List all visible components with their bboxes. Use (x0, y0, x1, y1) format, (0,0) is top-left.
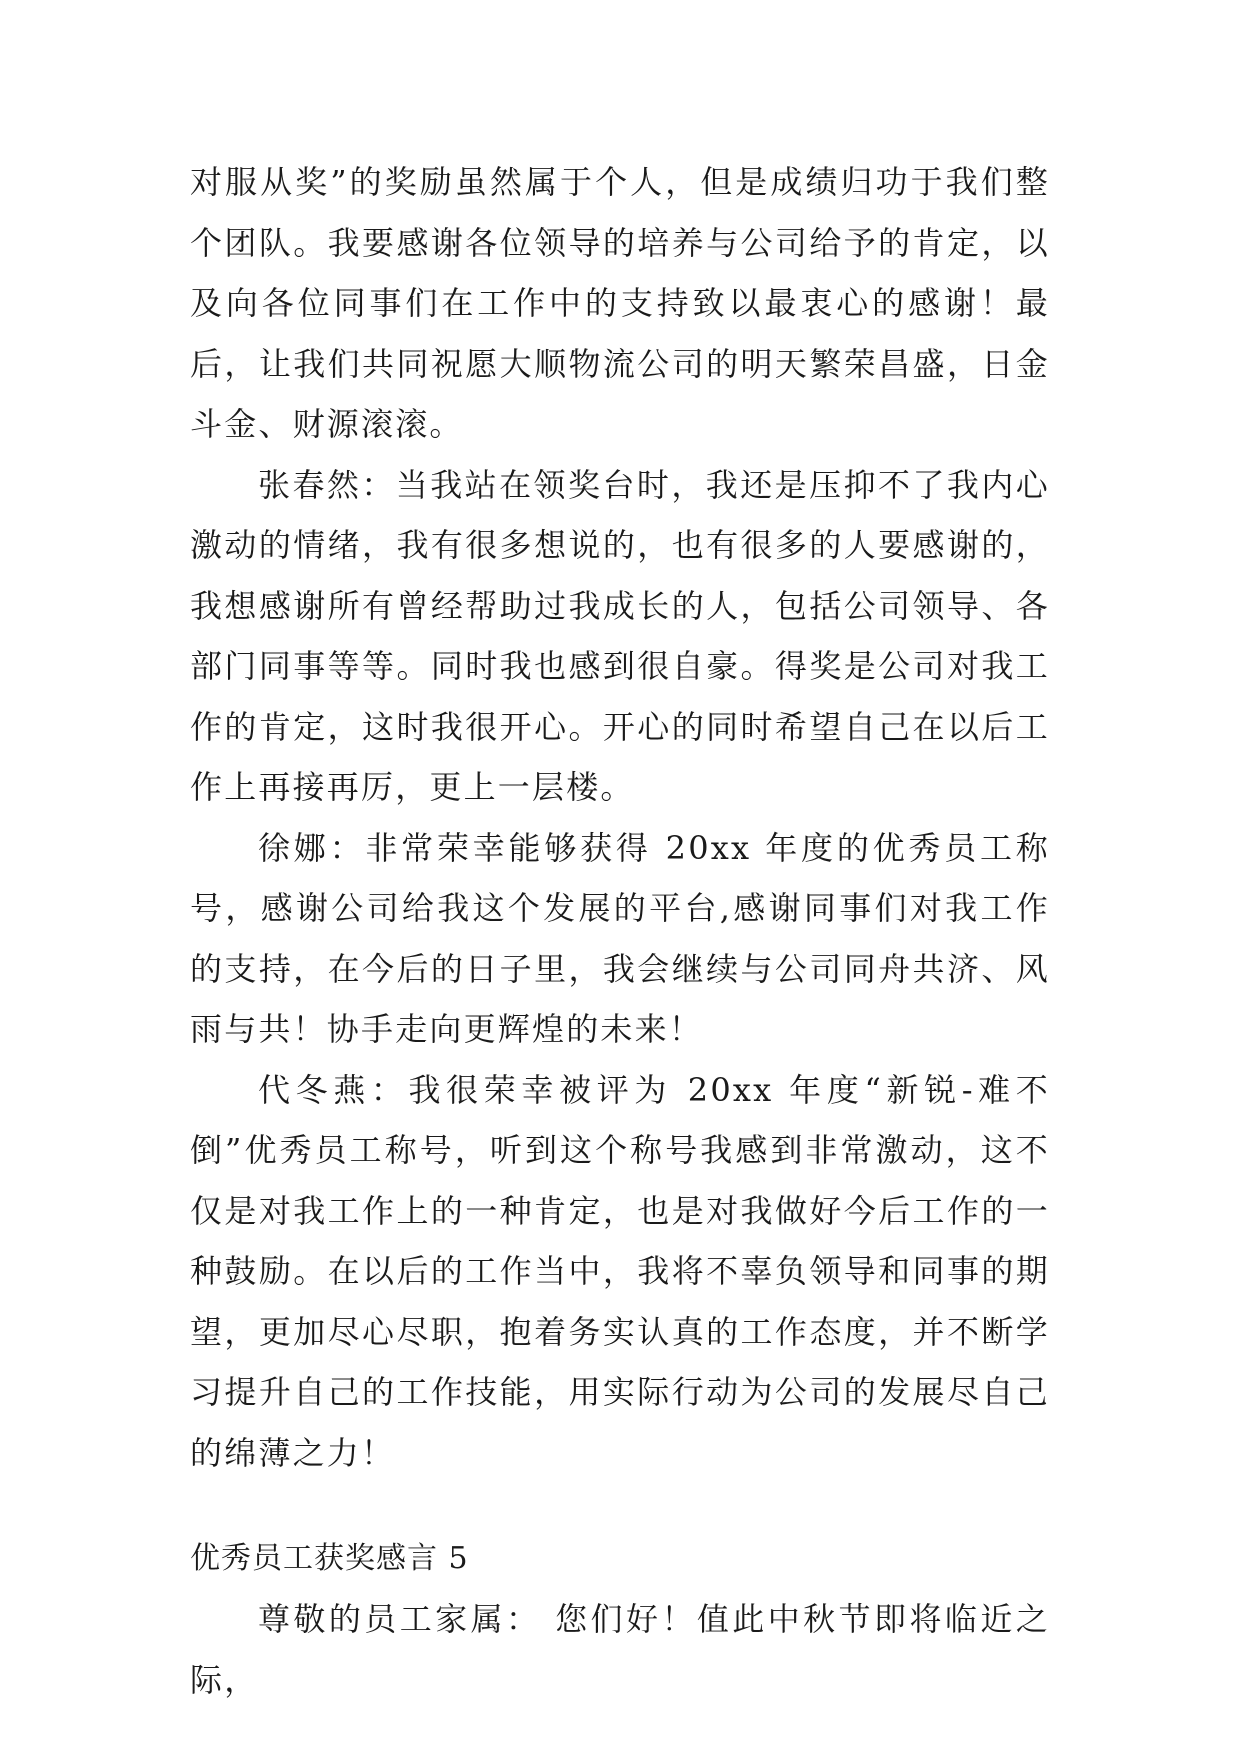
paragraph-continuation: 对服从奖”的奖励虽然属于个人，但是成绩归功于我们整个团队。我要感谢各位领导的培养与公司给予的肯定，以及向各位同事们在工作中的支持致以最衷心的感谢！最后，让我们共同祝愿大顺物流公司的明天繁荣昌盛，日金斗金、财源滚滚。 (190, 163, 1050, 443)
section-title: 优秀员工获奖感言 5 (190, 1541, 469, 1576)
paragraph-family-greeting: 尊敬的员工家属： 您们好！值此中秋节即将临近之际， (190, 1600, 1050, 1699)
paragraph-zhang-chunran: 张春然：当我站在领奖台时，我还是压抑不了我内心激动的情绪，我有很多想说的，也有很多的人要感谢的，我想感谢所有曾经帮助过我成长的人，包括公司领导、各部门同事等等。同时我也感到很自豪。得奖是公司对我工作的肯定，这时我很开心。开心的同时希望自己在以后工作上再接再厉，更上一层楼。 (190, 465, 1050, 806)
paragraph-dai-dongyan: 代冬燕：我很荣幸被评为 20xx 年度“新锐-难不倒”优秀员工称号，听到这个称号我感到非常激动，这不仅是对我工作上的一种肯定，也是对我做好今后工作的一种鼓励。在以后的工作当中，我将不辜负领导和同事的期望，更加尽心尽职，抱着务实认真的工作态度，并不断学习提升自己的工作技能，用实际行动为公司的发展尽自己的绵薄之力！ (190, 1070, 1050, 1472)
document-body (190, 152, 1050, 1710)
paragraph-xu-na: 徐娜：非常荣幸能够获得 20xx 年度的优秀员工称号，感谢公司给我这个发展的平台,感谢同事们对我工作的支持，在今后的日子里，我会继续与公司同舟共济、风雨与共！协手走向更辉煌的未来！ (190, 828, 1050, 1048)
